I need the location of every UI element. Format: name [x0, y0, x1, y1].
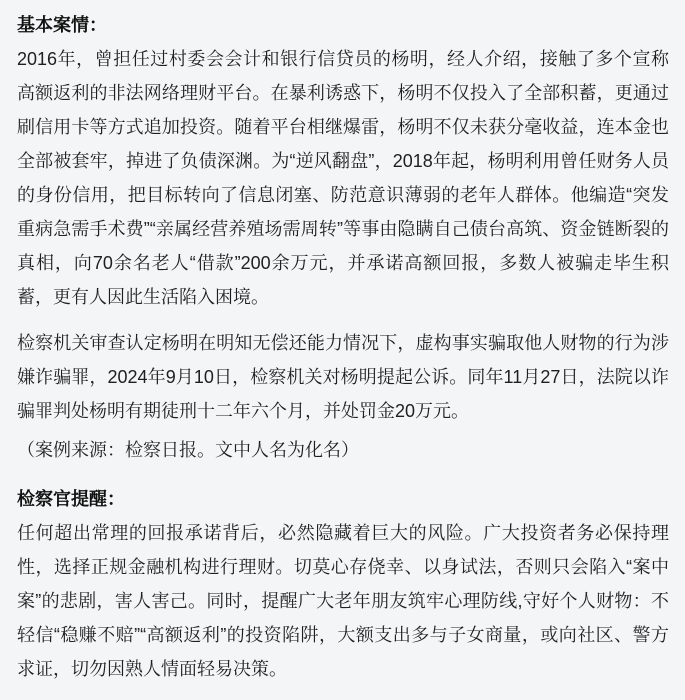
section-heading-prosecutor-reminder: 检察官提醒：: [17, 489, 125, 509]
paragraph-source-note: （案例来源：检察日报。文中人名为化名）: [17, 440, 359, 460]
paragraph-reminder-advice: 任何超出常理的回报承诺背后，必然隐藏着巨大的风险。广大投资者务必保持理性，选择正规金融机构进行理财。切莫心存侥幸、以身试法，否则只会陷入“案中案”的悲剧，害人害己。同时，提醒广大老年朋友筑牢心理防线,守好个人财物：不轻信“稳赚不赔”“高额返利”的投资陷阱，大额支出多与子女商量，或向社区、警方求证，切勿因熟人情面轻易决策。: [17, 523, 669, 679]
paragraph-case-details: 2016年，曾担任过村委会会计和银行信贷员的杨明，经人介绍，接触了多个宣称高额返利的非法网络理财平台。在暴利诱惑下，杨明不仅投入了全部积蓄，更通过刷信用卡等方式追加投资。随着平台相继爆雷，杨明不仅未获分毫收益，连本金也全部被套牢，掉进了负债深渊。为“逆风翻盘”，2018年起，杨明利用曾任财务人员的身份信用，把目标转向了信息闭塞、防范意识薄弱的老年人群体。他编造“突发重病急需手术费”“亲属经营养殖场需周转”等事由隐瞒自己债台高筑、资金链断裂的真相，向70余名老人“借款”200余万元，并承诺高额回报，多数人被骗走毕生积蓄，更有人因此生活陷入困境。: [17, 49, 669, 307]
paragraph-prosecution-verdict: 检察机关审查认定杨明在明知无偿还能力情况下，虚构事实骗取他人财物的行为涉嫌诈骗罪，2024年9月10日，检察机关对杨明提起公诉。同年11月27日，法院以诈骗罪判处杨明有期徒刑十二年六个月，并处罚金20万元。: [17, 333, 669, 421]
section-heading-basic-facts: 基本案情：: [17, 15, 107, 35]
